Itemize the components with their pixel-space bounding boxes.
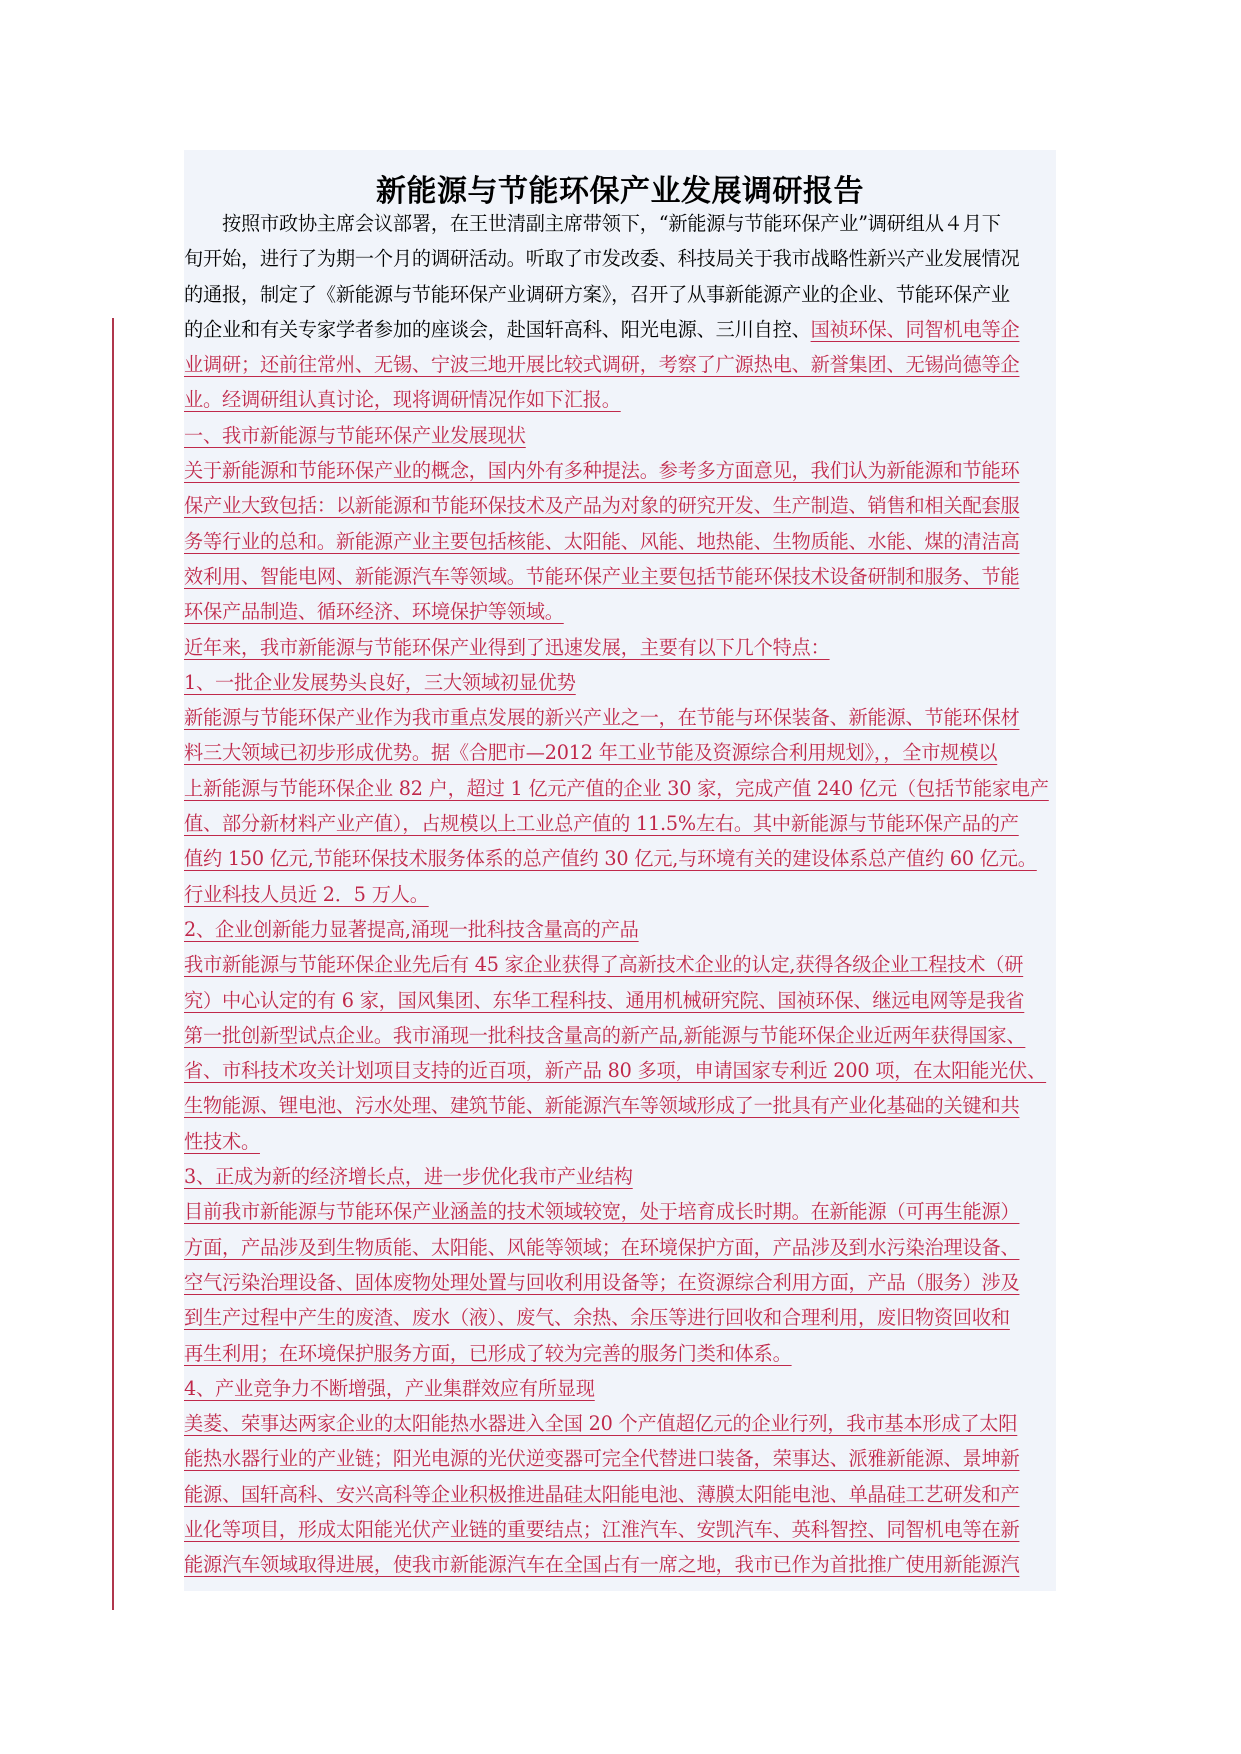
text-line: [184, 312, 1056, 347]
line-text: 业调研；还前往常州、无锡、宁波三地开展比较式调研，考察了广源热电、新誉集团、无锡尚德等企: [184, 353, 1020, 377]
text-line: [184, 735, 1056, 770]
paragraph-p-recent: [184, 630, 1056, 665]
text-line: [184, 983, 1056, 1018]
text-line: [184, 206, 1056, 241]
text-line: [184, 488, 1056, 523]
paragraph-p4: [184, 1406, 1056, 1582]
paragraph-sec1: [184, 418, 1056, 453]
text-line: [184, 1547, 1056, 1582]
text-line: [184, 1371, 1056, 1406]
text-line: [184, 1053, 1056, 1088]
revision-change-bar: [112, 318, 114, 1610]
line-text: 方面，产品涉及到生物质能、太阳能、风能等领域；在环境保护方面，产品涉及到水污染治理设备、: [184, 1235, 1020, 1259]
text-line: [184, 1124, 1056, 1159]
line-text: 业化等项目，形成太阳能光伏产业链的重要结点；江淮汽车、安凯汽车、英科智控、同智机电等在新: [184, 1517, 1020, 1541]
paragraph-h4: [184, 1371, 1056, 1406]
text-line: [184, 347, 1056, 382]
line-text: 环保产品制造、循环经济、环境保护等领域。: [184, 600, 564, 624]
paragraph-p-concept: [184, 453, 1056, 629]
line-text: 空气污染治理设备、固体废物处理处置与回收利用设备等；在资源综合利用方面，产品（服务）涉及: [184, 1270, 1020, 1294]
line-text: 性技术。: [184, 1129, 260, 1153]
line-text: 1、一批企业发展势头良好，三大领域初显优势: [184, 670, 576, 694]
text-line: [184, 594, 1056, 629]
text-line: [184, 418, 1056, 453]
line-text: 近年来，我市新能源与节能环保产业得到了迅速发展，主要有以下几个特点：: [184, 635, 830, 659]
text-line: [184, 1018, 1056, 1053]
line-text: 4、产业竞争力不断增强，产业集群效应有所显现: [184, 1376, 595, 1400]
text-line: [184, 1441, 1056, 1476]
line-text: 再生利用；在环境保护服务方面，已形成了较为完善的服务门类和体系。: [184, 1341, 792, 1365]
line-text: 保产业大致包括：以新能源和节能环保技术及产品为对象的研究开发、生产制造、销售和相关配套服: [184, 494, 1020, 518]
paragraph-h1: [184, 665, 1056, 700]
line-text: 美菱、荣事达两家企业的太阳能热水器进入全国 20 个产值超亿元的企业行列，我市基本形成了太阳: [184, 1412, 1018, 1436]
line-text: 按照市政协主席会议部署，在王世清副主席带领下，“新能源与节能环保产业”调研组从４月下: [222, 212, 1001, 235]
line-text: 到生产过程中产生的废渣、废水（液）、废气、余热、余压等进行回收和合理利用，废旧物资回收和: [184, 1306, 1010, 1330]
text-line: [184, 453, 1056, 488]
text-line: [184, 630, 1056, 665]
line-text: 我市新能源与节能环保企业先后有 45 家企业获得了高新技术企业的认定,获得各级企业工程技术（研: [184, 953, 1024, 977]
text-line: [184, 771, 1056, 806]
text-line: [184, 559, 1056, 594]
line-text: 值、部分新材料产业产值），占规模以上工业总产值的 11.5%左右。其中新能源与节能环保产品的产: [184, 812, 1019, 836]
tracked-insertion: 国祯环保、同智机电等企: [810, 317, 1020, 341]
text-line: [184, 1300, 1056, 1335]
paragraph-intro: [184, 206, 1056, 312]
text-line: [184, 912, 1056, 947]
text-line: [184, 1477, 1056, 1512]
text-line: [184, 1336, 1056, 1371]
text-line: [184, 665, 1056, 700]
text-line: [184, 241, 1056, 276]
line-text: 新能源与节能环保产业作为我市重点发展的新兴产业之一，在节能与环保装备、新能源、节能环保材: [184, 706, 1020, 730]
line-text: 能热水器行业的产业链；阳光电源的光伏逆变器可完全代替进口装备，荣事达、派雅新能源、景坤新: [184, 1447, 1020, 1471]
paragraph-p2: [184, 947, 1056, 1159]
line-text: 究）中心认定的有 6 家，国风集团、东华工程科技、通用机械研究院、国祯环保、继远电网等是我省: [184, 988, 1025, 1012]
document-title: 新能源与节能环保产业发展调研报告: [376, 174, 864, 209]
line-text: 一、我市新能源与节能环保产业发展现状: [184, 423, 526, 447]
text-line: [184, 1159, 1056, 1194]
document-page: [184, 150, 1056, 1591]
text-line: [184, 877, 1056, 912]
line-text: 业。经调研组认真讨论，现将调研情况作如下汇报。: [184, 388, 621, 412]
line-text: 生物能源、锂电池、污水处理、建筑节能、新能源汽车等领域形成了一批具有产业化基础的关键和共: [184, 1094, 1020, 1118]
text-line: [184, 700, 1056, 735]
line-text: 值约 150 亿元,节能环保技术服务体系的总产值约 30 亿元,与环境有关的建设体系总产值约 60 亿元。: [184, 847, 1037, 871]
document-body: [184, 206, 1056, 1583]
line-text: 关于新能源和节能环保产业的概念，国内外有多种提法。参考多方面意见，我们认为新能源和节能环: [184, 459, 1020, 483]
paragraph-h2: [184, 912, 1056, 947]
paragraph-h3: [184, 1159, 1056, 1194]
text-line: [184, 806, 1056, 841]
line-text: 料三大领域已初步形成优势。据《合肥市—2012 年工业节能及资源综合利用规划》，，全市规模以: [184, 741, 998, 765]
text-line: [184, 277, 1056, 312]
line-text: 旬开始，进行了为期一个月的调研活动。听取了市发改委、科技局关于我市战略性新兴产业发展情况: [184, 247, 1020, 271]
line-text: 上新能源与节能环保企业 82 户，超过 1 亿元产值的企业 30 家，完成产值 240 亿元（包括节能家电产: [184, 776, 1049, 800]
text-line: [184, 1512, 1056, 1547]
line-text: 能源、国轩高科、安兴高科等企业积极推进晶硅太阳能电池、薄膜太阳能电池、单晶硅工艺研发和产: [184, 1482, 1020, 1506]
text-line: [184, 382, 1056, 417]
line-text: 第一批创新型试点企业。我市涌现一批科技含量高的新产品,新能源与节能环保企业近两年获得国家、: [184, 1023, 1026, 1047]
line-text: 效利用、智能电网、新能源汽车等领域。节能环保产业主要包括节能环保技术设备研制和服务、节能: [184, 564, 1020, 588]
text-line: [184, 1194, 1056, 1229]
text-line: [184, 1265, 1056, 1300]
paragraph-p3: [184, 1194, 1056, 1370]
line-text: 目前我市新能源与节能环保产业涵盖的技术领域较宽，处于培育成长时期。在新能源（可再生能源）: [184, 1200, 1020, 1224]
paragraph-intro-rev: [184, 347, 1056, 418]
paragraph-intro-mixed: [184, 312, 1056, 347]
text-line: [184, 1088, 1056, 1123]
paragraph-p1: [184, 700, 1056, 912]
line-text: 的通报，制定了《新能源与节能环保产业调研方案》，召开了从事新能源产业的企业、节能环保产业: [184, 282, 1010, 306]
line-text: 能源汽车领域取得进展，使我市新能源汽车在全国占有一席之地，我市已作为首批推广使用新能源汽: [184, 1553, 1020, 1577]
line-text: 的企业和有关专家学者参加的座谈会，赴国轩高科、阳光电源、三川自控、: [184, 317, 811, 341]
text-line: [184, 841, 1056, 876]
line-text: 2、企业创新能力显著提高,涌现一批科技含量高的产品: [184, 917, 639, 941]
line-text: 行业科技人员近 2．5 万人。: [184, 882, 429, 906]
text-line: [184, 1230, 1056, 1265]
line-text: 3、正成为新的经济增长点，进一步优化我市产业结构: [184, 1165, 633, 1189]
text-line: [184, 1406, 1056, 1441]
text-line: [184, 947, 1056, 982]
text-line: [184, 524, 1056, 559]
line-text: 务等行业的总和。新能源产业主要包括核能、太阳能、风能、地热能、生物质能、水能、煤的清洁高: [184, 529, 1020, 553]
line-text: 省、市科技术攻关计划项目支持的近百项，新产品 80 多项，申请国家专利近 200 项，在太阳能光伏、: [184, 1059, 1047, 1083]
